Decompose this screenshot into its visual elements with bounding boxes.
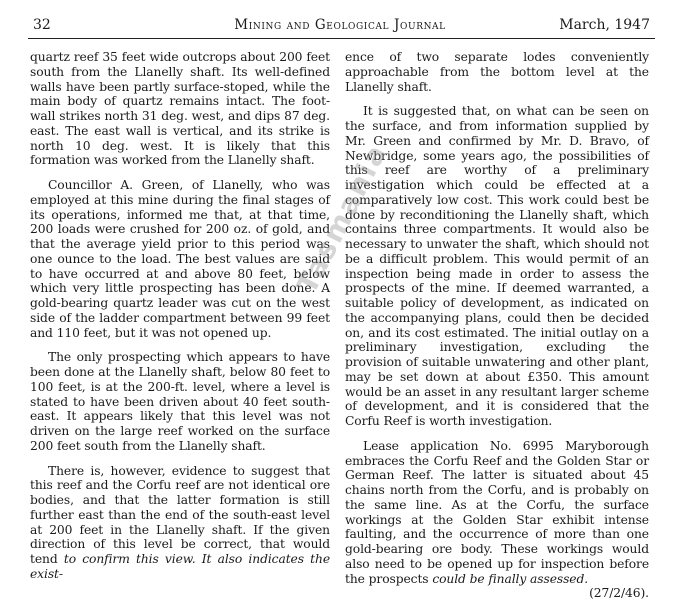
paragraph <box>30 464 330 582</box>
paragraph: Councillor A. Green, of Llanelly, who was employed at this mine during the final stages of its operations, informed me that, at that time, 200 loads were crushed for 200 oz. of gold, and that the average yield prior to this period was one ounce to the load. The best values are said to have occurred at and above 80 feet, below which very little prospecting has been done. A gold-bearing quartz leader was cut on the west side of the ladder compartment between 99 feet and 110 feet, but it was not opened up. <box>30 178 330 340</box>
right-column <box>345 50 649 601</box>
paragraph-italic-text: could be finally assessed. <box>432 571 589 586</box>
paragraph-text: There is, however, evidence to suggest that this reef and the Corfu reef are not identical ore bodies, and that the latter formation is still further east than the end of the south-east level at 200 feet in the Llanelly shaft. If the given direction of this level be correct, that would tend <box>30 463 330 566</box>
paragraph: ence of two separate lodes conveniently approachable from the bottom level at the Llanelly shaft. <box>345 50 649 94</box>
header-rule <box>28 38 655 39</box>
paragraph: It is suggested that, on what can be seen on the surface, and from information supplied by Mr. Green and confirmed by Mr. D. Bravo, of Newbridge, some years ago, the possibilities of this reef are worthy of a preliminary investigation which could be effected at a comparatively low cost. This work could best be done by reconditioning the Llanelly shaft, which contains three compartments. It would also be necessary to unwater the shaft, which should not be a difficult problem. This would permit of an inspection being made in order to assess the prospects of the mine. If deemed warranted, a suitable policy of development, as indicated on the accompanying plans, could then be decided on, and its cost estimated. The initial outlay on a preliminary investigation, excluding the provision of suitable unwatering and other plant, may be set down at about £350. This amount would be an asset in any resultant larger scheme of development, and it is considered that the Corfu Reef is worth investigation. <box>345 104 649 428</box>
paragraph-italic-text: to confirm this view. It also indicates the exist- <box>30 552 330 581</box>
paragraph: The only prospecting which appears to have been done at the Llanelly shaft, below 80 feet to 100 feet, is at the 200-ft. level, where a level is stated to have been driven about 40 feet south-east. It appears likely that this level was not driven on the large reef worked on the surface 200 feet south from the Llanelly shaft. <box>30 350 330 453</box>
issue-date: March, 1947 <box>559 17 650 33</box>
paragraph-text: Lease application No. 6995 Maryborough embraces the Corfu Reef and the Golden Star or German Reef. The latter is situated about 45 chains north from the Corfu, and is probably on the same line. As at the Corfu, the surface workings at the Golden Star exhibit intense faulting, and the occurrence of more than one gold-bearing ore body. These workings would also need to be opened up for inspection before the prospects <box>345 438 649 586</box>
journal-title: Mining and Geological Journal <box>234 17 446 33</box>
reference-citation: (27/2/46). <box>589 586 649 601</box>
page-number: 32 <box>33 17 51 33</box>
left-column <box>30 50 330 582</box>
paragraph: quartz reef 35 feet wide outcrops about 200 feet south from the Llanelly shaft. Its well-defined walls have been partly surface-stoped, while the main body of quartz remains intact. The foot-wall strikes north 31 deg. west, and dips 87 deg. east. The east wall is vertical, and its strike is north 10 deg. west. It is likely that this formation was worked from the Llanelly shaft. <box>30 50 330 168</box>
paragraph <box>345 438 649 601</box>
library-watermark: Tasmania <box>290 138 394 299</box>
